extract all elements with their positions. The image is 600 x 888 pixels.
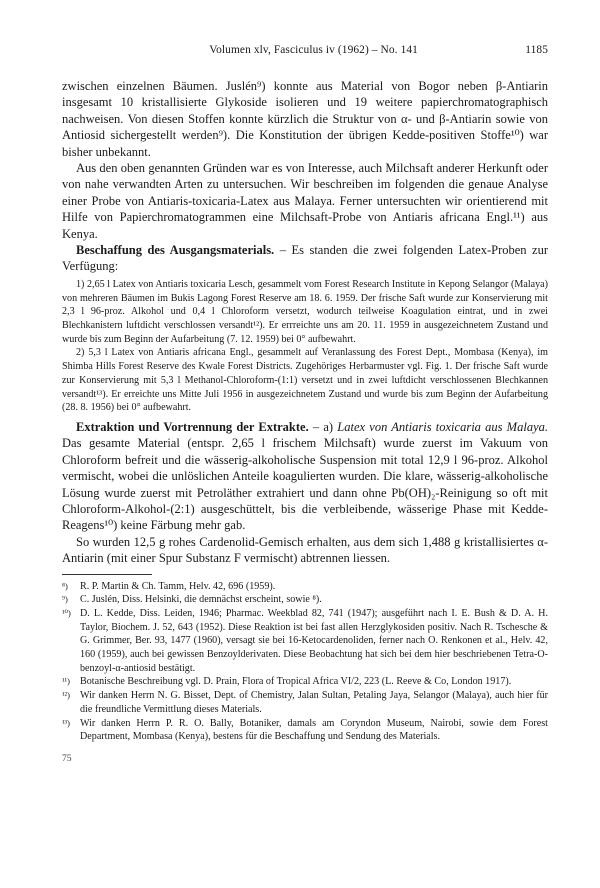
paragraph-yield: So wurden 12,5 g rohes Cardenolid-Gemisch erhalten, aus dem sich 1,488 g kristallisiertes α-Antiarin (mit einer Spur Substanz F vermischt) abtrennen liessen. (62, 534, 548, 566)
footnote-number: ⁸) (62, 580, 68, 591)
footnote-text: R. P. Martin & Ch. Tamm, Helv. 42, 696 (1959). (80, 580, 276, 592)
footnote-text: D. L. Kedde, Diss. Leiden, 1946; Pharmac. Weekblad 82, 741 (1947); ausgeführt nach I. E. Bush & D. A. H. Taylor, Biochem. J. 52, 643 (1952). Diese Reaktion ist bei fast allen Herzglykosiden positiv. Nach R. Tschesche & G. Grimmer, Ber. 93, 1477 (1960), versagt sie bei 16-Ketocardenoliden, ferner nach O. Renkonen et al., Helv. 42, 160 (1959), auch bei gewissen Benzoylderivaten. Diese Beobachtung hat sich bei dem hier beschriebenen Tetra-O-benzoyl-α-antiosid bestätigt. (80, 607, 548, 674)
section-extraction-lead: – a) (308, 419, 338, 434)
section-extraction-subheading: Latex von Antiaris toxicaria aus Malaya. (337, 419, 548, 434)
sample-item-1: 1) 2,65 l Latex von Antiaris toxicaria Lesch, gesammelt vom Forest Research Institute in Kepong Selangor (Malaya) von mehreren Bäumen im Bukis Lagong Forest Reserve am 18. 6. 1959. Der frische Saft wurde zur Konservierung mit 2,3 l 96-proz. Alkohol und 0,4 l Chloroform versetzt, wodurch teilweise Koagulation eintrat, und in zwei Blechkanistern luftdicht verschlossen versandt¹²). Er errreichte uns am 20. 11. 1959 in ausgezeichnetem Zustand und wurde bis zum Beginn der Aufarbeitung (7. 12. 1959) bei 0° aufbewahrt. (62, 278, 548, 345)
footnote-text: Botanische Beschreibung vgl. D. Prain, Flora of Tropical Africa VI/2, 223 (L. Reeve & Co, London 1917). (80, 676, 512, 688)
section-extraction (62, 419, 548, 534)
running-header (62, 44, 548, 64)
footnote (62, 689, 548, 716)
section-material-heading: Beschaffung des Ausgangsmaterials. (76, 243, 275, 258)
footnote (62, 593, 548, 607)
footnote-number: ⁹) (62, 594, 68, 605)
main-text (62, 78, 548, 275)
footnote (62, 717, 548, 744)
footnote-number: ¹¹) (62, 676, 70, 687)
sample-item-2: 2) 5,3 l Latex von Antiaris africana Engl., gesammelt auf Veranlassung des Forest Dept., Mombasa (Kenya), im Shimba Hills Forest Reserve des Kwale Forest Districts. Zugehöriges Herbarmuster vgl. Fig. 1. Der frische Saft wurde zur Konservierung mit 5,3 l Methanol-Chloroform-(1:1) versetzt und in zwei luftdicht verschlossenen Blechkannen versandt¹³). Er erreichte uns Mitte Juli 1956 in ausgezeichnetem Zustand und wurde bis zum Beginn der Aufarbeitung (28. 8. 1956) bei 0° aufbewahrt. (62, 347, 548, 414)
footnotes (62, 580, 548, 744)
section-extraction-heading: Extraktion und Vortrennung der Extrakte. (76, 419, 309, 434)
footnote-number: ¹⁰) (62, 607, 71, 618)
page-number: 1185 (525, 44, 548, 56)
footnote-divider (62, 574, 152, 575)
footnote-number: ¹³) (62, 717, 70, 728)
paragraph-motivation: Aus den oben genannten Gründen war es von Interesse, auch Milchsaft anderer Herkunft oder von nahe verwandten Arten zu untersuchen. Wir beschreiben im folgenden die genaue Analyse einer Probe von Antiaris-toxicaria-Latex aus Malaya. Ferner untersuchten wir orientierend mit Hilfe von Papierchromatogrammen eine Milchsaft-Probe von Antiaris africana Engl.¹¹) aus Kenya. (62, 161, 548, 241)
page-footer-mark: 75 (62, 753, 72, 764)
footnote-text: Wir danken Herrn P. R. O. Bally, Botaniker, damals am Coryndon Museum, Nairobi, sowie dem Forest Department, Mombasa (Kenya), bestens für die Beschaffung und Sendung des Materials. (80, 717, 548, 743)
paragraph-continuation: zwischen einzelnen Bäumen. Juslén⁹) konnte aus Material von Bogor neben β-Antiarin insgesamt 10 kristallisierte Glykoside isolieren und 19 weitere papierchromatographisch nachweisen. Von diesen Stoffen konnte kürzlich die Struktur von α- und β-Antiarin sowie von Antiosid sichergestellt werden⁹). Die Konstitution der übrigen Kedde-positiven Stoffe¹⁰) war bisher unbekannt. (62, 79, 548, 159)
section-material-text: – Es standen die zwei folgenden Latex-Proben zur Verfügung: (62, 243, 548, 274)
running-title: Volumen xlv, Fasciculus iv (1962) – No. 141 (209, 44, 418, 56)
footnote (62, 607, 548, 676)
section-material (62, 242, 548, 275)
sample-list (62, 278, 548, 415)
main-text-extraction (62, 419, 548, 567)
footnote (62, 580, 548, 594)
footnote (62, 675, 548, 689)
footnote-number: ¹²) (62, 690, 70, 701)
section-extraction-text: Das gesamte Material (entspr. 2,65 l frischem Milchsaft) wurde zuerst im Vakuum von Chloroform befreit und die wässerig-alkoholische Suspension mit total 12,9 l 96-proz. Alkohol vermischt, wobei die unlöslichen Anteile koagulierten wurden. Die klare, wässerig-alkoholische Lösung wurde zuerst mit Petroläther extrahiert und dann ohne Pb(OH)₂-Reinigung so oft mit Chloroform-Alkohol-(2:1) ausgeschüttelt, bis die verbleibende, wässerige Phase mit Kedde-Reagens¹⁰) keine Färbung mehr gab. (62, 436, 548, 533)
journal-page (62, 44, 548, 764)
footnote-text: Wir danken Herrn N. G. Bisset, Dept. of Chemistry, Jalan Sultan, Petaling Jaya, Selangor (Malaya), auch hier für die freundliche Vermittlung dieses Materials. (80, 690, 548, 715)
footnote-text: C. Juslén, Diss. Helsinki, die demnächst erscheint, sowie ⁸). (80, 594, 322, 606)
